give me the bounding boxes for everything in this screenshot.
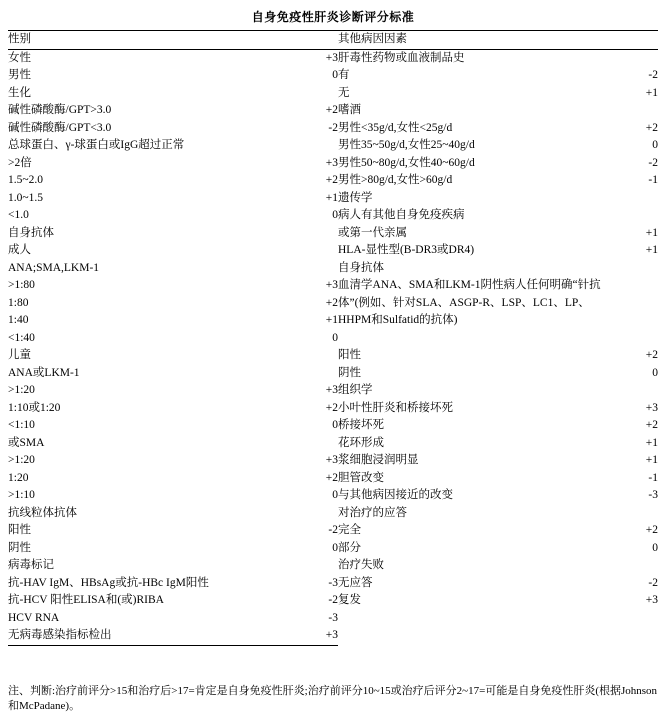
criteria-label-right: 男性>80g/d,女性>60g/d: [338, 174, 453, 186]
criteria-label-right: 浆细胞浸润明显: [338, 454, 419, 466]
criteria-label-right: 其他病因因素: [338, 31, 610, 50]
criteria-score-right: -3: [648, 489, 658, 501]
criteria-score-left: [290, 557, 338, 575]
criteria-label-right: 自身抗体: [338, 261, 384, 274]
criteria-label-left: 阳性: [8, 524, 31, 536]
criteria-score-right: +2: [645, 419, 658, 431]
criteria-score-right: +1: [645, 226, 658, 239]
table-row: [8, 417, 658, 435]
criteria-score-left: [290, 347, 338, 365]
criteria-score-left: 0: [332, 69, 338, 81]
criteria-score-left: [290, 435, 338, 453]
table-row: [8, 540, 658, 558]
criteria-label-right: 花环形成: [338, 436, 384, 449]
criteria-score-right: [610, 260, 658, 278]
criteria-label-left: >1:10: [8, 489, 35, 501]
criteria-score-left: +3: [290, 627, 338, 645]
criteria-score-right: +2: [645, 524, 658, 536]
criteria-score-right: [610, 382, 658, 400]
criteria-label-left: 总球蛋白、γ-球蛋白或IgG超过正常: [8, 139, 185, 151]
table-row: [8, 470, 658, 488]
criteria-score-left: 0: [332, 489, 338, 501]
criteria-label-left: 儿童: [8, 349, 31, 361]
criteria-score-right: 0: [652, 366, 658, 379]
criteria-label-right: 病人有其他自身免疫疾病: [338, 209, 465, 221]
criteria-score-right: +1: [645, 86, 658, 99]
table-row: [8, 610, 658, 628]
criteria-label-right: 男性50~80g/d,女性40~60g/d: [338, 156, 475, 169]
table-row: [8, 242, 658, 260]
criteria-score-left: [290, 225, 338, 243]
criteria-label-left: ANA;SMA,LKM-1: [8, 261, 100, 274]
criteria-label-right: 部分: [338, 541, 361, 554]
criteria-label-right: 肝毒性药物或血液制品史: [338, 51, 465, 64]
criteria-score-left: +2: [325, 401, 338, 414]
criteria-score-right: 0: [652, 541, 658, 554]
criteria-score-right: +2: [645, 121, 658, 134]
criteria-label-right: 胆管改变: [338, 471, 384, 484]
criteria-score-right: +1: [645, 454, 658, 466]
criteria-label-left: 或SMA: [8, 436, 45, 449]
criteria-label-left: 碱性磷酸酶/GPT>3.0: [8, 104, 112, 116]
footnote-text: 注、判断:治疗前评分>15和治疗后>17=肯定是自身免疫性肝炎;治疗前评分10~15或治疗后评分2~17=可能是自身免疫性肝炎(根据Johnson和McPadane)。: [8, 685, 658, 712]
criteria-score-left: 0: [332, 419, 338, 431]
criteria-score-right: [610, 557, 658, 575]
criteria-score-left: [290, 505, 338, 523]
criteria-label-right: 男性35~50g/d,女性25~40g/d: [338, 139, 475, 151]
criteria-label-right: 对治疗的应答: [338, 506, 407, 519]
criteria-label-right: 男性<35g/d,女性<25g/d: [338, 121, 453, 134]
table-row: [8, 31, 658, 50]
score-criteria-table: [8, 30, 658, 646]
criteria-label-right: 小叶性肝炎和桥接坏死: [338, 401, 453, 414]
table-row: [8, 260, 658, 278]
criteria-label-left: 1:20: [8, 471, 29, 484]
table-row: [8, 190, 658, 208]
criteria-score-right: +1: [645, 436, 658, 449]
criteria-label-right: 桥接坏死: [338, 419, 384, 431]
criteria-label-right: 血清学ANA、SMA和LKM-1阴性病人任何明确“针抗体”(例如、针对SLA、ASGP-R、LSP、LC1、LP、HHPM和Sulfatid的抗体): [338, 279, 601, 326]
criteria-score-left: +3: [325, 51, 338, 64]
table-row: [8, 225, 658, 243]
criteria-label-left: 抗-HCV 阳性ELISA和(或)RIBA: [8, 594, 164, 606]
criteria-score-left: -2: [328, 524, 338, 536]
criteria-label-left: ANA或LKM-1: [8, 366, 80, 379]
criteria-label-left: 抗线粒体抗体: [8, 506, 77, 519]
criteria-score-right: 0: [652, 139, 658, 151]
table-row: [8, 505, 658, 523]
criteria-label-left: 女性: [8, 51, 31, 64]
criteria-label-right: 完全: [338, 524, 361, 536]
criteria-label-right: 复发: [338, 594, 361, 606]
criteria-score-left: [290, 31, 338, 50]
criteria-label-left: 碱性磷酸酶/GPT<3.0: [8, 121, 112, 134]
criteria-score-left: +3: [325, 156, 338, 169]
criteria-score-left: [290, 137, 338, 155]
table-row: [8, 557, 658, 575]
criteria-label-right: 与其他病因接近的改变: [338, 489, 453, 501]
criteria-score-left: +2: [325, 296, 338, 309]
criteria-label-right: 或第一代亲属: [338, 226, 407, 239]
criteria-score-left: 0: [332, 331, 338, 344]
criteria-score-right: [610, 102, 658, 120]
table-row: [8, 522, 658, 540]
table-row: [8, 487, 658, 505]
criteria-label-left: >1:20: [8, 384, 35, 396]
criteria-score-left: 0: [332, 209, 338, 221]
criteria-score-left: [290, 260, 338, 278]
criteria-score-left: +2: [325, 174, 338, 186]
criteria-score-left: -2: [328, 121, 338, 134]
criteria-label-right: 无: [338, 86, 350, 99]
criteria-score-right: -2: [648, 69, 658, 81]
footnote: [8, 684, 658, 714]
criteria-score-left: -3: [328, 611, 338, 624]
table-row: [8, 120, 658, 138]
criteria-score-right: [610, 31, 658, 50]
criteria-score-left: [290, 365, 338, 383]
criteria-label-right: 阳性: [338, 349, 361, 361]
page-title: 自身免疫性肝炎诊断评分标准: [251, 10, 415, 24]
criteria-label-left: 病毒标记: [8, 559, 54, 571]
table-row: [8, 137, 658, 155]
criteria-score-right: -1: [648, 471, 658, 484]
table-row: [8, 400, 658, 418]
criteria-score-right: [610, 190, 658, 208]
criteria-label-left: 阴性: [8, 541, 31, 554]
criteria-score-left: +3: [325, 279, 338, 291]
table-row: [8, 172, 658, 190]
criteria-score-right: [610, 505, 658, 523]
table-row: [8, 627, 658, 645]
criteria-score-right: -2: [648, 576, 658, 589]
criteria-label-left: >1:20: [8, 454, 35, 466]
criteria-label-left: 无病毒感染指标检出: [8, 627, 290, 645]
table-row: [8, 365, 658, 383]
table-row: [8, 347, 658, 365]
criteria-score-right: +2: [645, 349, 658, 361]
table-row: [8, 67, 658, 85]
criteria-label-left: 1.0~1.5: [8, 191, 43, 204]
table-row: [8, 207, 658, 225]
criteria-score-left: +1: [325, 191, 338, 204]
criteria-label-right: 治疗失败: [338, 559, 384, 571]
criteria-score-right: +1: [645, 244, 658, 256]
criteria-label-right: 有: [338, 69, 350, 81]
criteria-score-left: +1: [325, 314, 338, 326]
criteria-label-left: 成人: [8, 244, 31, 256]
criteria-label-right: HLA-显性型(B-DR3或DR4): [338, 244, 475, 256]
table-row: [8, 277, 658, 295]
criteria-score-right: +3: [645, 594, 658, 606]
table-row: [8, 435, 658, 453]
table-row: [8, 592, 658, 610]
criteria-label-right: 遗传学: [338, 191, 373, 204]
criteria-label-left: 1.5~2.0: [8, 174, 43, 186]
criteria-score-left: [290, 242, 338, 260]
criteria-label-left: 1:80: [8, 296, 29, 309]
criteria-score-right: [610, 49, 658, 67]
criteria-label-left: <1.0: [8, 209, 29, 221]
criteria-label-left: 自身抗体: [8, 226, 54, 239]
criteria-label-left: >2倍: [8, 156, 32, 169]
criteria-label-right: 阴性: [338, 366, 361, 379]
criteria-label-left: 性别: [8, 31, 290, 50]
criteria-score-left: [290, 85, 338, 103]
table-row: [8, 382, 658, 400]
criteria-score-right: [610, 277, 658, 347]
criteria-score-right: -2: [648, 156, 658, 169]
criteria-score-left: -3: [328, 576, 338, 589]
criteria-score-left: 0: [332, 541, 338, 554]
criteria-score-left: +3: [325, 454, 338, 466]
criteria-label-left: HCV RNA: [8, 611, 60, 624]
table-row: [8, 85, 658, 103]
criteria-label-left: 生化: [8, 86, 31, 99]
criteria-score-right: [610, 207, 658, 225]
table-row: [8, 49, 658, 67]
criteria-label-left: <1:10: [8, 419, 35, 431]
criteria-label-right: 嗜酒: [338, 104, 361, 116]
criteria-label-left: 抗-HAV IgM、HBsAg或抗-HBc IgM阳性: [8, 576, 209, 589]
criteria-score-right: +3: [645, 401, 658, 414]
table-row: [8, 452, 658, 470]
table-row: [8, 102, 658, 120]
criteria-score-right: -1: [648, 174, 658, 186]
criteria-score-left: +2: [325, 104, 338, 116]
criteria-label-left: >1:80: [8, 279, 35, 291]
criteria-score-left: +3: [325, 384, 338, 396]
criteria-label-left: 1:40: [8, 314, 29, 326]
criteria-score-left: -2: [328, 594, 338, 606]
table-row: [8, 575, 658, 593]
criteria-label-left: 1:10或1:20: [8, 401, 61, 414]
criteria-label-left: <1:40: [8, 331, 35, 344]
criteria-label-right: 组织学: [338, 384, 373, 396]
criteria-score-left: +2: [325, 471, 338, 484]
table-row: [8, 155, 658, 173]
criteria-label-right: 无应答: [338, 576, 373, 589]
criteria-label-left: 男性: [8, 69, 31, 81]
